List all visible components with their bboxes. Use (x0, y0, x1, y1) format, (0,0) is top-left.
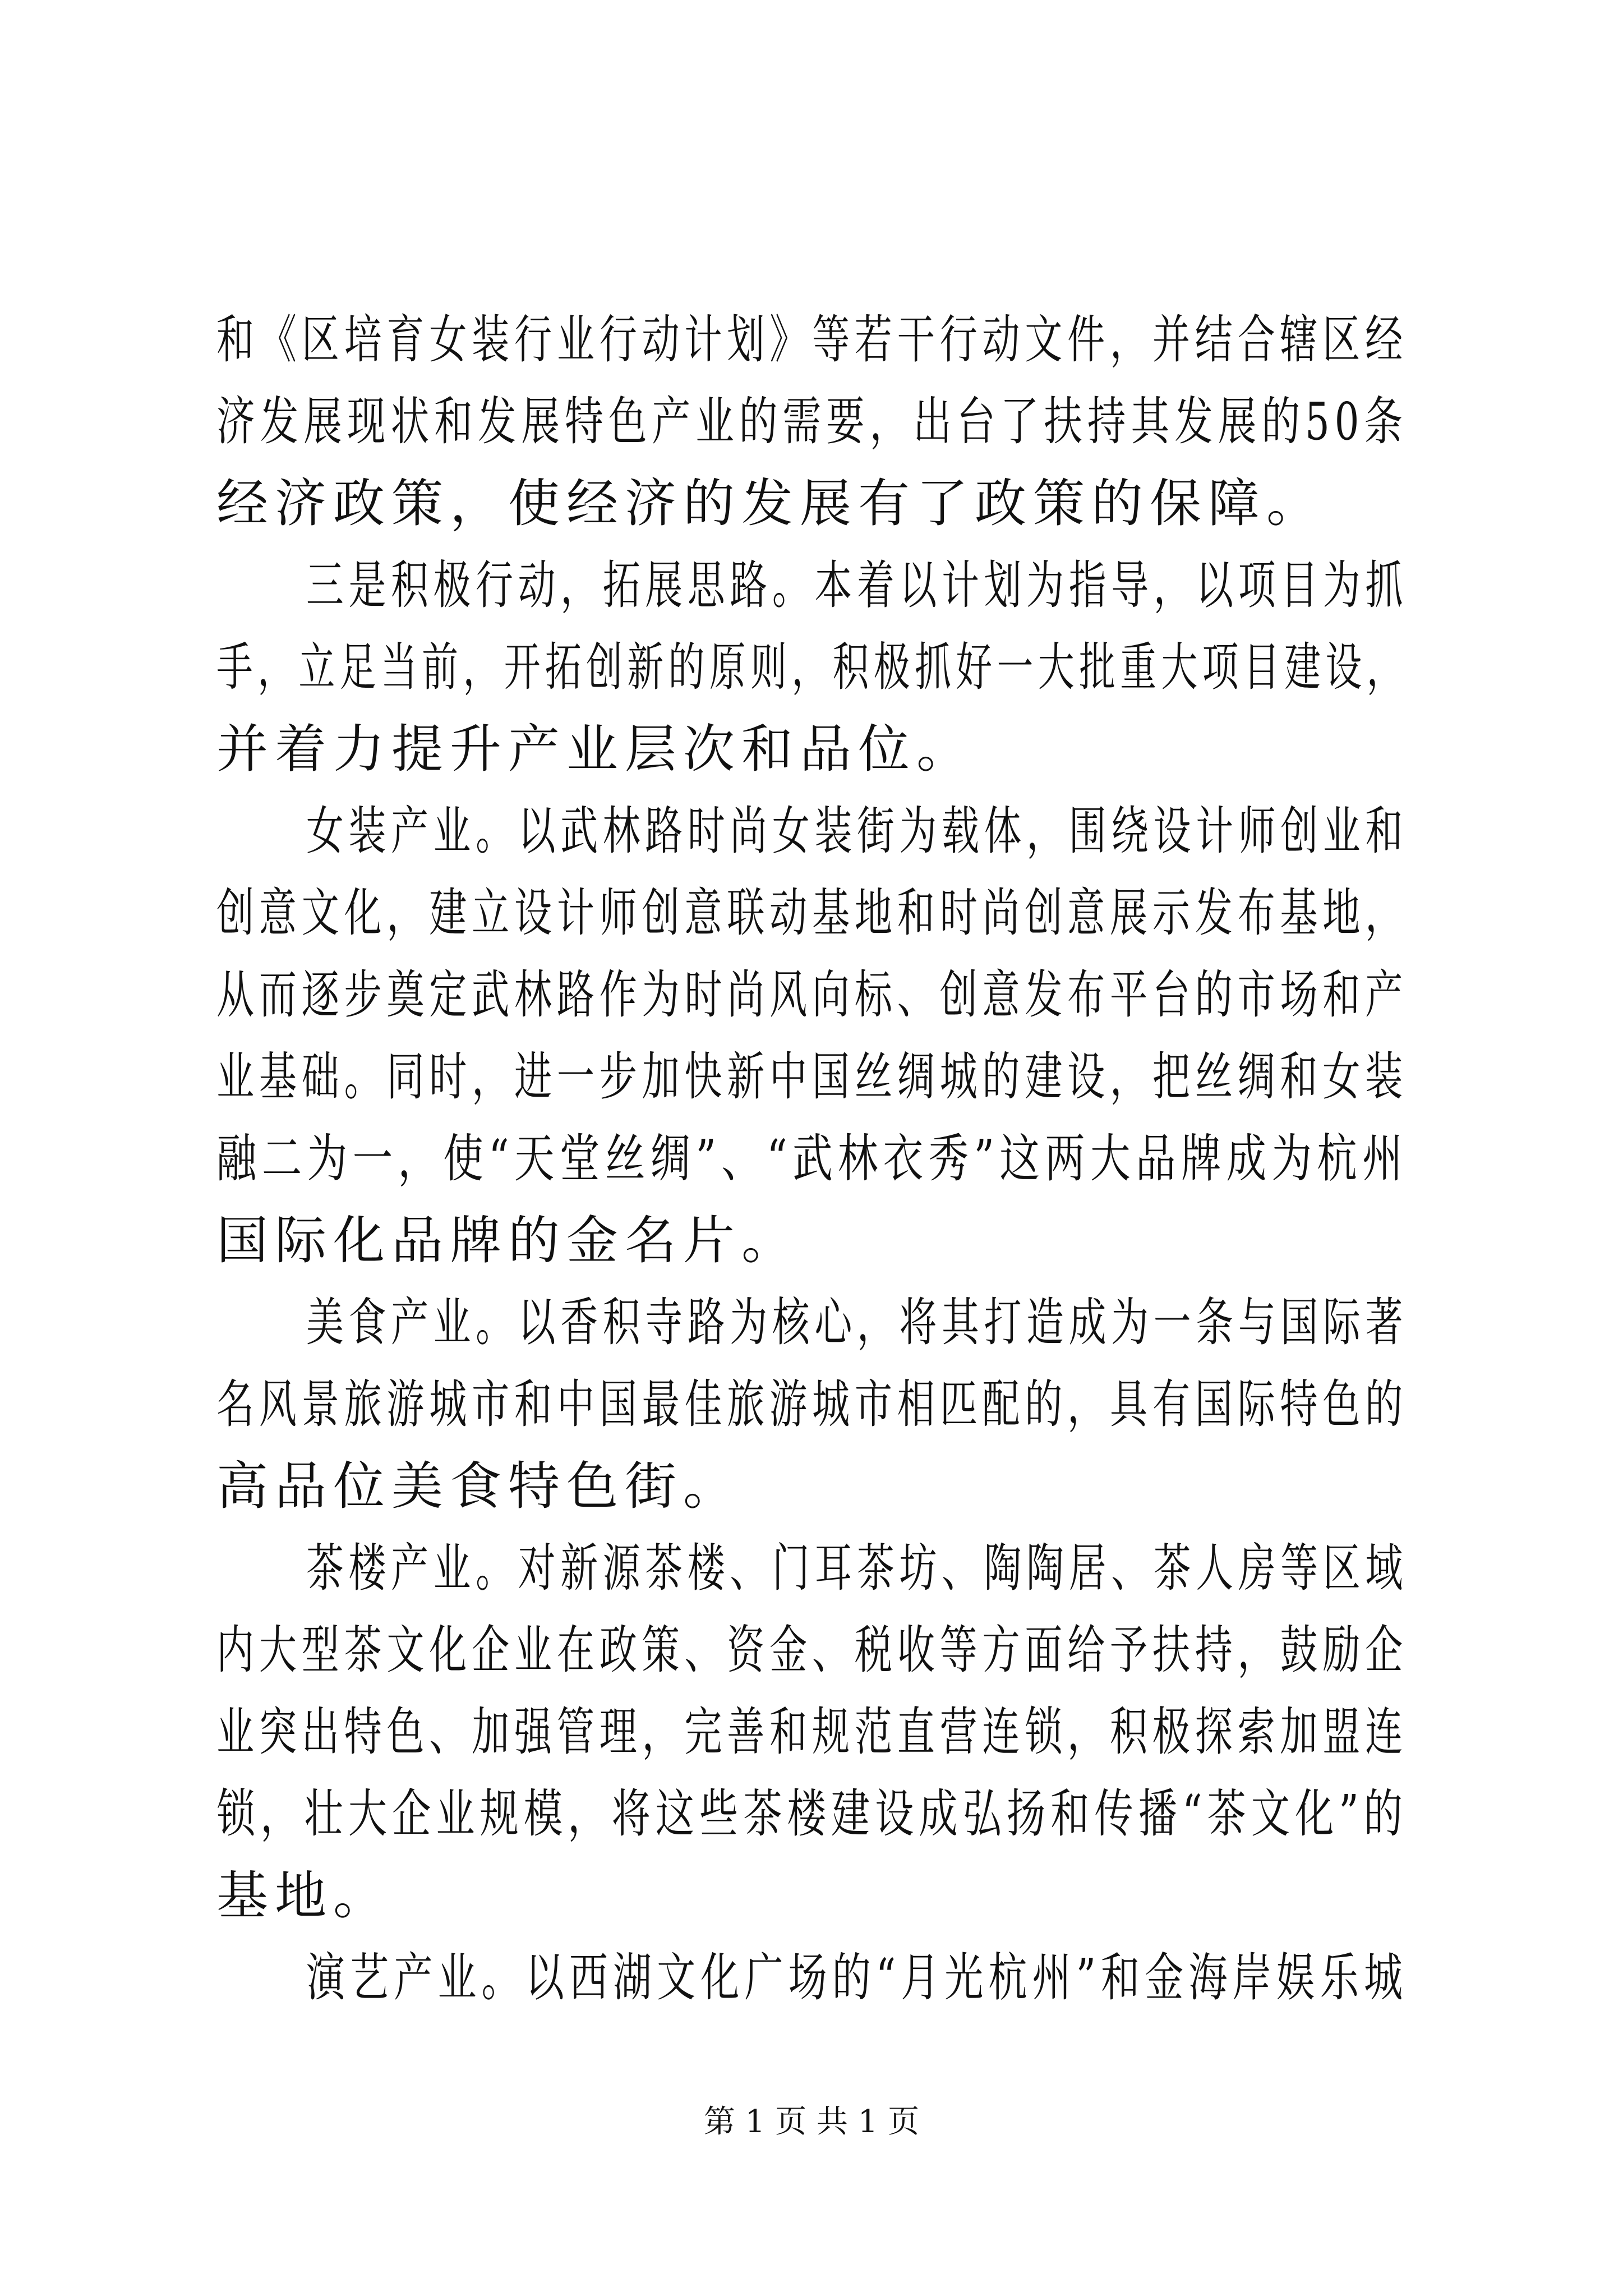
paragraph-line: 从而逐步奠定武林路作为时尚风向标、创意发布平台的市场和产 (216, 965, 1408, 1025)
paragraph-line: 业突出特色、加强管理，完善和规范直营连锁，积极探索加盟连 (216, 1702, 1408, 1762)
paragraph-line: 和《区培育女装行业行动计划》等若干行动文件，并结合辖区经 (216, 310, 1408, 370)
paragraph-line: 经济政策，使经济的发展有了政策的保障。 (216, 473, 1325, 533)
paragraph-line: 融二为一，使“天堂丝绸”、“武林衣秀”这两大品牌成为杭州 (216, 1129, 1408, 1189)
paragraph-line: 业基础。同时，进一步加快新中国丝绸城的建设，把丝绸和女装 (216, 1047, 1408, 1107)
paragraph-line: 名风景旅游城市和中国最佳旅游城市相匹配的，具有国际特色的 (216, 1374, 1408, 1434)
paragraph-line: 创意文化，建立设计师创意联动基地和时尚创意展示发布基地， (216, 883, 1408, 943)
paragraph-line: 国际化品牌的金名片。 (216, 1211, 800, 1271)
paragraph-line: 内大型茶文化企业在政策、资金、税收等方面给予扶持，鼓励企 (216, 1620, 1408, 1680)
page-number-footer: 第 1 页 共 1 页 (703, 2104, 920, 2140)
paragraph-line: 三是积极行动，拓展思路。本着以计划为指导，以项目为抓 (306, 555, 1408, 615)
paragraph-line: 济发展现状和发展特色产业的需要，出台了扶持其发展的50条 (216, 392, 1408, 452)
paragraph-line: 演艺产业。以西湖文化广场的“月光杭州”和金海岸娱乐城 (306, 1948, 1408, 2008)
paragraph-line: 手，立足当前，开拓创新的原则，积极抓好一大批重大项目建设， (216, 637, 1408, 697)
paragraph-line: 高品位美食特色街。 (216, 1456, 742, 1516)
paragraph-line: 女装产业。以武林路时尚女装街为载体，围绕设计师创业和 (306, 801, 1408, 861)
paragraph-line: 茶楼产业。对新源茶楼、门耳茶坊、陶陶居、茶人房等区域 (306, 1538, 1408, 1598)
paragraph-line: 并着力提升产业层次和品位。 (216, 719, 975, 779)
paragraph-line: 锁，壮大企业规模，将这些茶楼建设成弘扬和传播“茶文化”的 (216, 1784, 1408, 1844)
paragraph-line: 美食产业。以香积寺路为核心，将其打造成为一条与国际著 (306, 1292, 1408, 1352)
paragraph-line: 基地。 (216, 1866, 392, 1926)
